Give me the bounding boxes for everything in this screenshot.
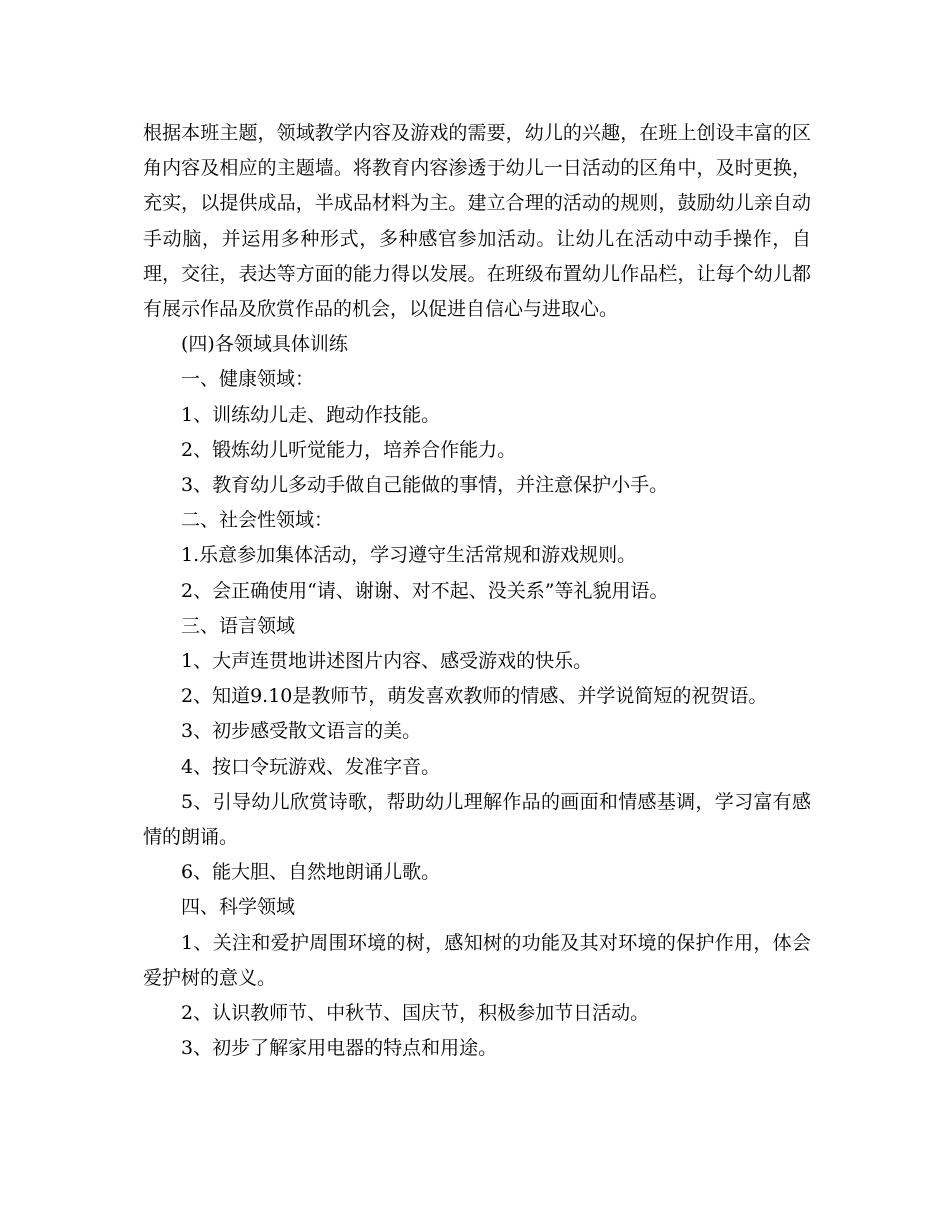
list-item: 2、锻炼幼儿听觉能力，培养合作能力。 [181, 438, 517, 461]
document-body [143, 116, 811, 1066]
section-heading-domain-training: (四)各领域具体训练 [181, 333, 348, 356]
list-item: 3、初步感受散文语言的美。 [181, 720, 422, 743]
list-item: 4、按口令玩游戏、发准字音。 [181, 755, 441, 778]
list-item: 3、教育幼儿多动手做自己能做的事情，并注意保护小手。 [181, 474, 669, 497]
list-item: 2、会正确使用“请、谢谢、对不起、没关系”等礼貌用语。 [181, 579, 669, 602]
list-item: 1、大声连贯地讲述图片内容、感受游戏的快乐。 [181, 650, 593, 673]
list-item: 1、关注和爱护周围环境的树，感知树的功能及其对环境的保护作用，体会爱护树的意义。 [143, 931, 811, 989]
subheading-science-domain: 四、科学领域 [181, 896, 296, 919]
list-item: 2、知道9.10是教师节，萌发喜欢教师的情感、并学说简短的祝贺语。 [181, 685, 768, 708]
list-item: 6、能大胆、自然地朗诵儿歌。 [181, 861, 441, 884]
list-item: 5、引导幼儿欣赏诗歌，帮助幼儿理解作品的画面和情感基调，学习富有感情的朗诵。 [143, 790, 811, 849]
subheading-language-domain: 三、语言领域 [181, 614, 296, 637]
subheading-social-domain: 二、社会性领域： [181, 509, 334, 532]
list-item: 3、初步了解家用电器的特点和用途。 [181, 1037, 498, 1060]
paragraph-environment-setup: 根据本班主题，领域教学内容及游戏的需要，幼儿的兴趣，在班上创设丰富的区角内容及相应的主题墙。将教育内容渗透于幼儿一日活动的区角中，及时更换，充实，以提供成品，半成品材料为主。建立合理的活动的规则，鼓励幼儿亲自动手动脑，并运用多种形式，多种感官参加活动。让幼儿在活动中动手操作，自理，交往，表达等方面的能力得以发展。在班级布置幼儿作品栏，让每个幼儿都有展示作品及欣赏作品的机会，以促进自信心与进取心。 [143, 122, 811, 321]
list-item: 1.乐意参加集体活动，学习遵守生活常规和游戏规则。 [181, 544, 637, 567]
list-item: 1、训练幼儿走、跑动作技能。 [181, 403, 441, 426]
list-item: 2、认识教师节、中秋节、国庆节，积极参加节日活动。 [181, 1002, 650, 1025]
subheading-health-domain: 一、健康领域： [181, 368, 315, 391]
